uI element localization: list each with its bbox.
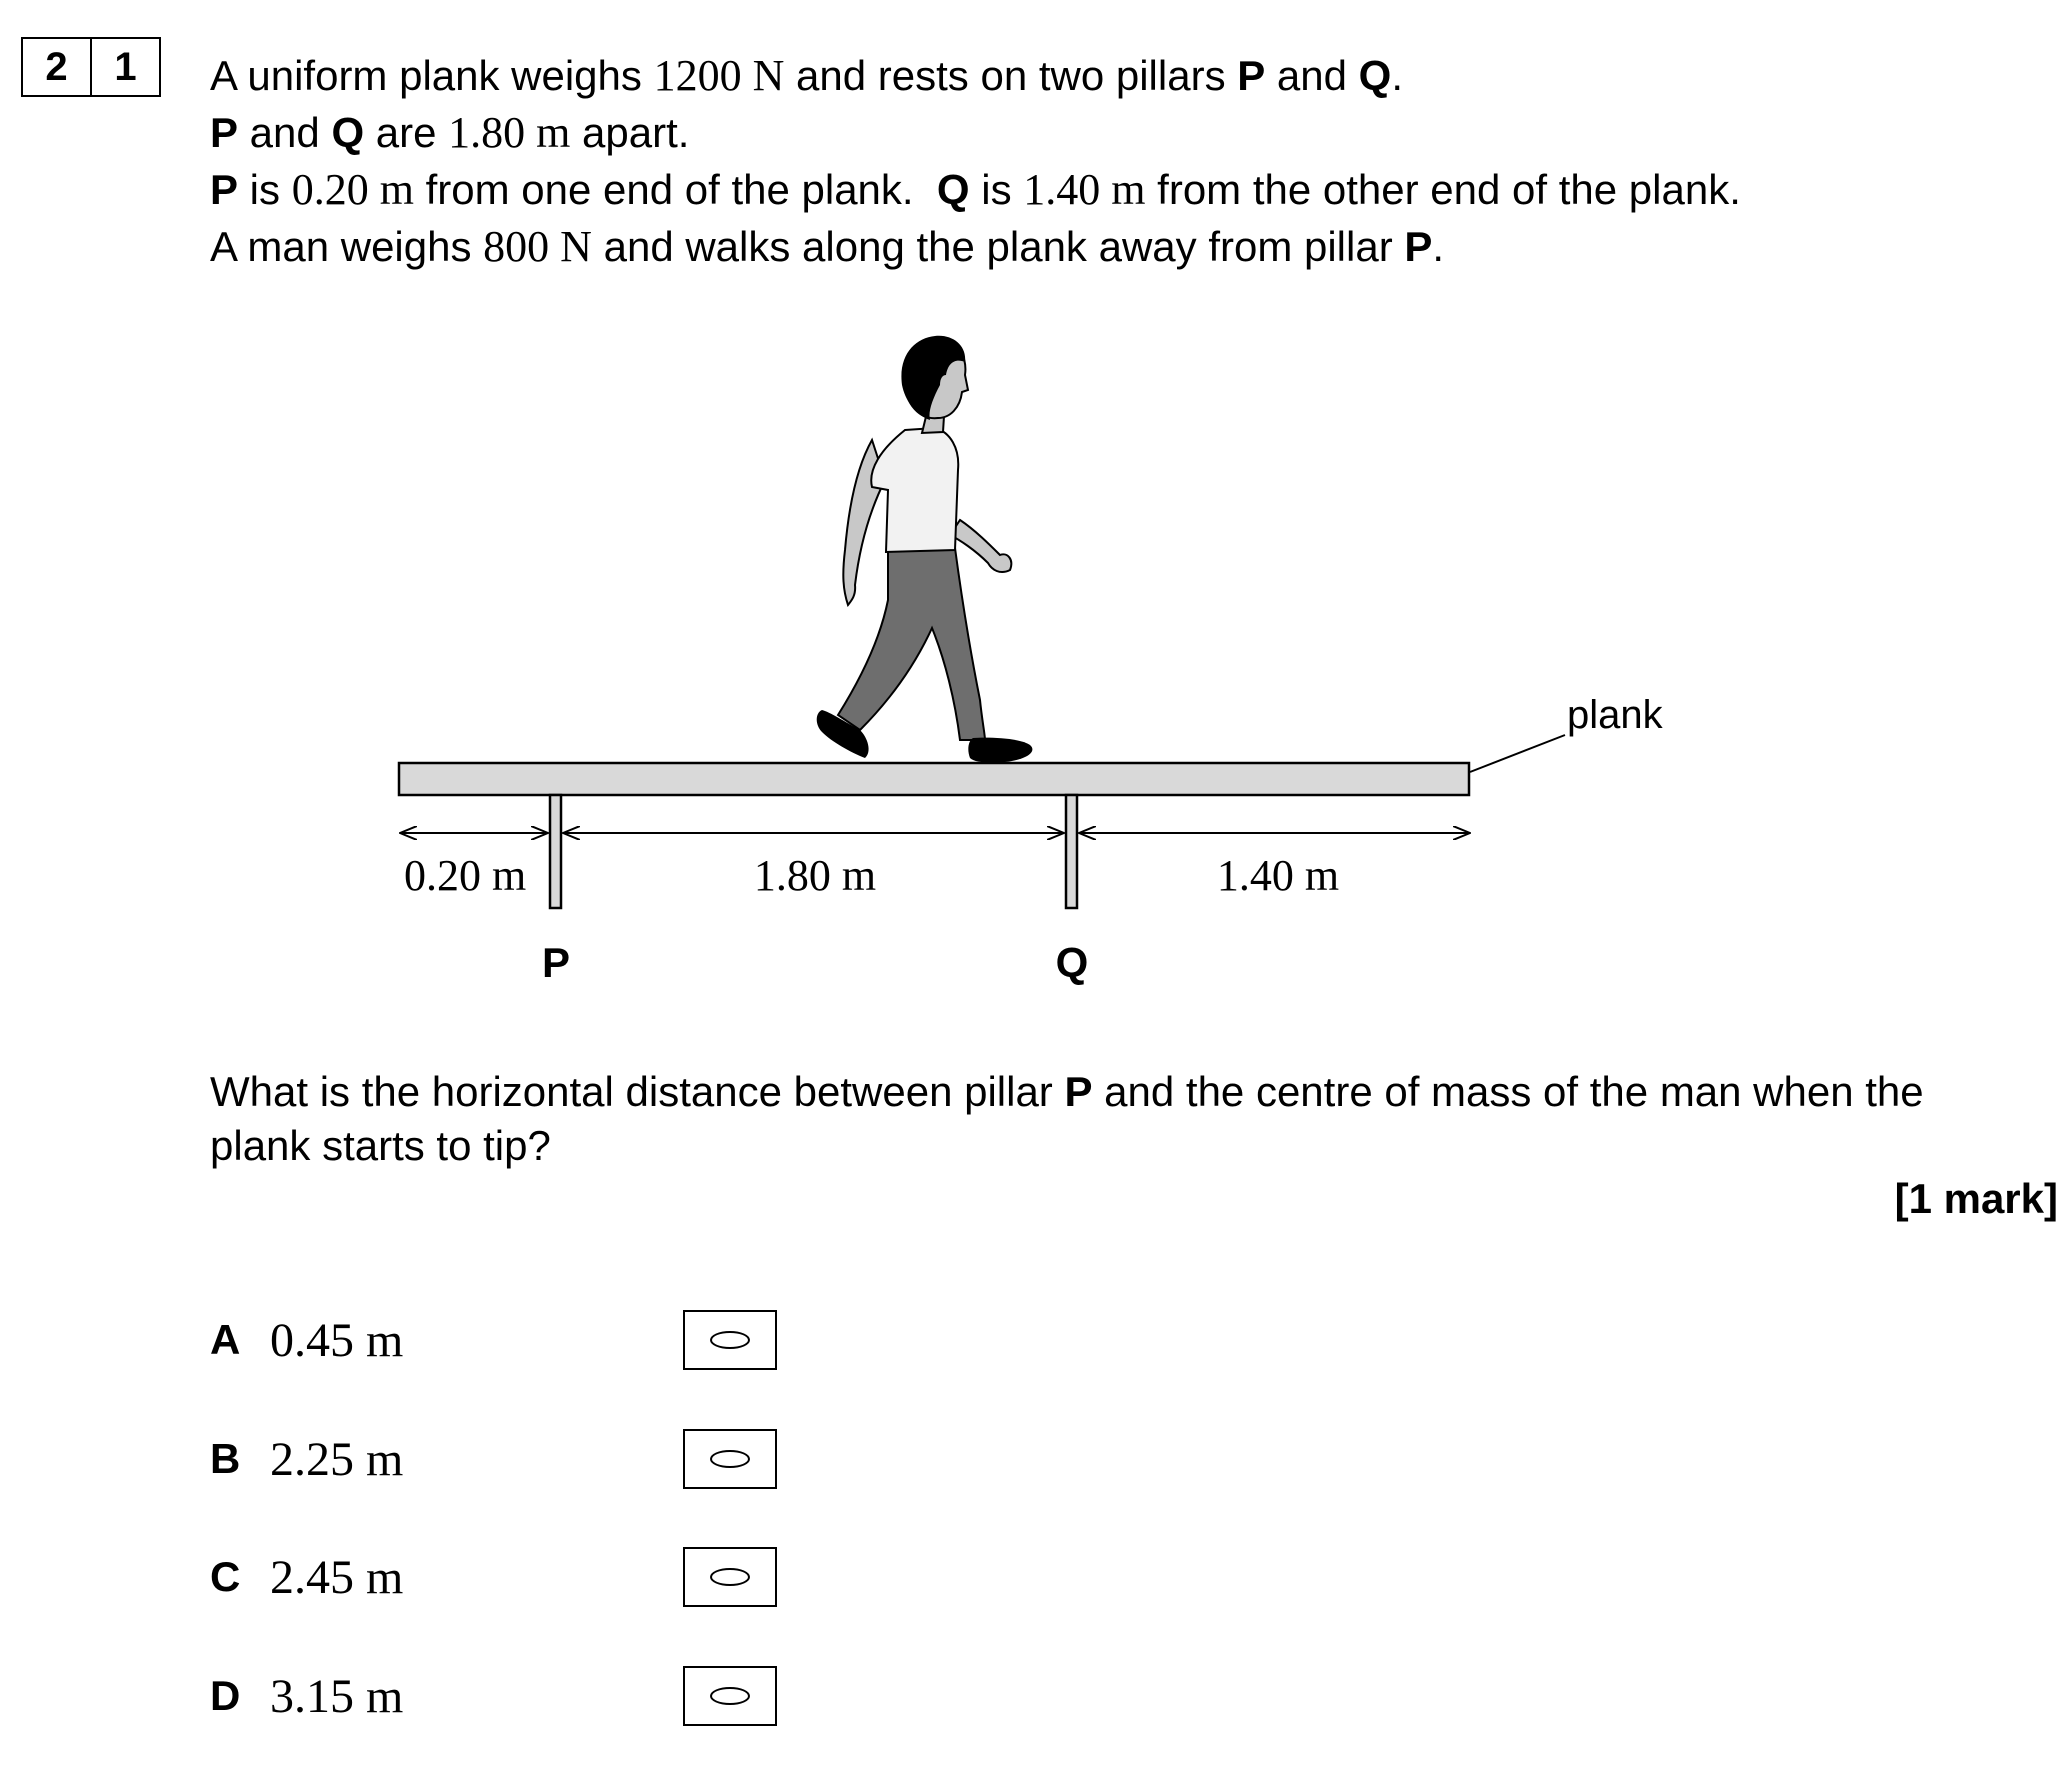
question-text: [210, 1065, 2030, 1173]
answer-oval-icon: [710, 1331, 750, 1349]
intro-text: apart.: [570, 109, 690, 156]
dim-middle-label: 1.80 m: [753, 851, 877, 900]
pillar-p-label: P: [541, 939, 571, 986]
option-c: [210, 1547, 403, 1607]
option-letter: A: [210, 1316, 241, 1363]
plank: [399, 763, 1469, 795]
plank-leader-line: [1470, 735, 1565, 772]
option-value: 0.45 m: [270, 1313, 404, 1367]
intro-text: .: [1391, 52, 1404, 99]
intro-text: .: [1432, 223, 1445, 270]
question-number-digit-2: 1: [90, 39, 159, 95]
plank-weight-value: 1200 N: [653, 51, 785, 100]
intro-text: A man weighs: [210, 223, 484, 270]
option-b: [210, 1429, 403, 1489]
question-number-digit-1: 2: [45, 44, 68, 89]
intro-text: are: [364, 109, 449, 156]
intro-text: and: [238, 109, 332, 156]
pillar-p-ref: P: [210, 109, 239, 156]
answer-oval-icon: [710, 1568, 750, 1586]
mark-allocation: [1 mark]: [1894, 1175, 2058, 1222]
option-c-bubble[interactable]: [683, 1547, 777, 1607]
p-offset-value: 0.20 m: [291, 165, 414, 214]
intro-text: and: [1265, 52, 1359, 99]
option-d-bubble[interactable]: [683, 1666, 777, 1726]
man-trousers: [838, 548, 985, 740]
intro-text: is: [969, 166, 1024, 213]
pillar-p-ref: P: [210, 166, 239, 213]
pillar-q-label: Q: [1055, 939, 1089, 986]
dim-left-label: 0.20 m: [404, 851, 527, 900]
man-front-shoe: [968, 738, 1032, 763]
option-value: 3.15 m: [270, 1669, 404, 1723]
pillar-p-ref: P: [1064, 1068, 1093, 1115]
option-a-bubble[interactable]: [683, 1310, 777, 1370]
man-front-arm: [950, 520, 1011, 572]
intro-text: from the other end of the plank.: [1145, 166, 1741, 213]
pillar-q: [1066, 795, 1077, 908]
intro-text: from one end of the plank.: [413, 166, 937, 213]
option-b-bubble[interactable]: [683, 1429, 777, 1489]
intro-text: is: [238, 166, 292, 213]
pillar-gap-value: 1.80 m: [448, 108, 571, 157]
pillar-q-ref: Q: [331, 109, 365, 156]
pillar-p-ref: P: [1237, 52, 1266, 99]
option-a: [210, 1310, 403, 1370]
option-letter: B: [210, 1435, 241, 1482]
pillar-p-ref: P: [1404, 223, 1433, 270]
plank-label: plank: [1567, 693, 1663, 737]
option-value: 2.25 m: [270, 1432, 404, 1486]
option-d: [210, 1666, 403, 1726]
option-value: 2.45 m: [270, 1550, 404, 1604]
man-figure: [817, 336, 1033, 763]
intro-text: and rests on two pillars: [784, 52, 1238, 99]
man-shirt: [871, 428, 958, 552]
intro-text: and walks along the plank away from pillar: [591, 223, 1405, 270]
pillar-q-ref: Q: [1358, 52, 1392, 99]
pillar-p: [550, 795, 561, 908]
option-letter: C: [210, 1553, 241, 1600]
question-text-b: and the centre of mass of the man when the plank starts to tip?: [210, 1068, 1924, 1169]
dim-right-label: 1.40 m: [1216, 851, 1340, 900]
question-text-a: What is the horizontal distance between pillar: [210, 1068, 1065, 1115]
pillar-q-ref: Q: [936, 166, 970, 213]
answer-oval-icon: [710, 1687, 750, 1705]
man-weight-value: 800 N: [483, 222, 592, 271]
q-offset-value: 1.40 m: [1023, 165, 1146, 214]
option-letter: D: [210, 1672, 241, 1719]
intro-text: A uniform plank weighs: [210, 52, 654, 99]
answer-oval-icon: [710, 1450, 750, 1468]
